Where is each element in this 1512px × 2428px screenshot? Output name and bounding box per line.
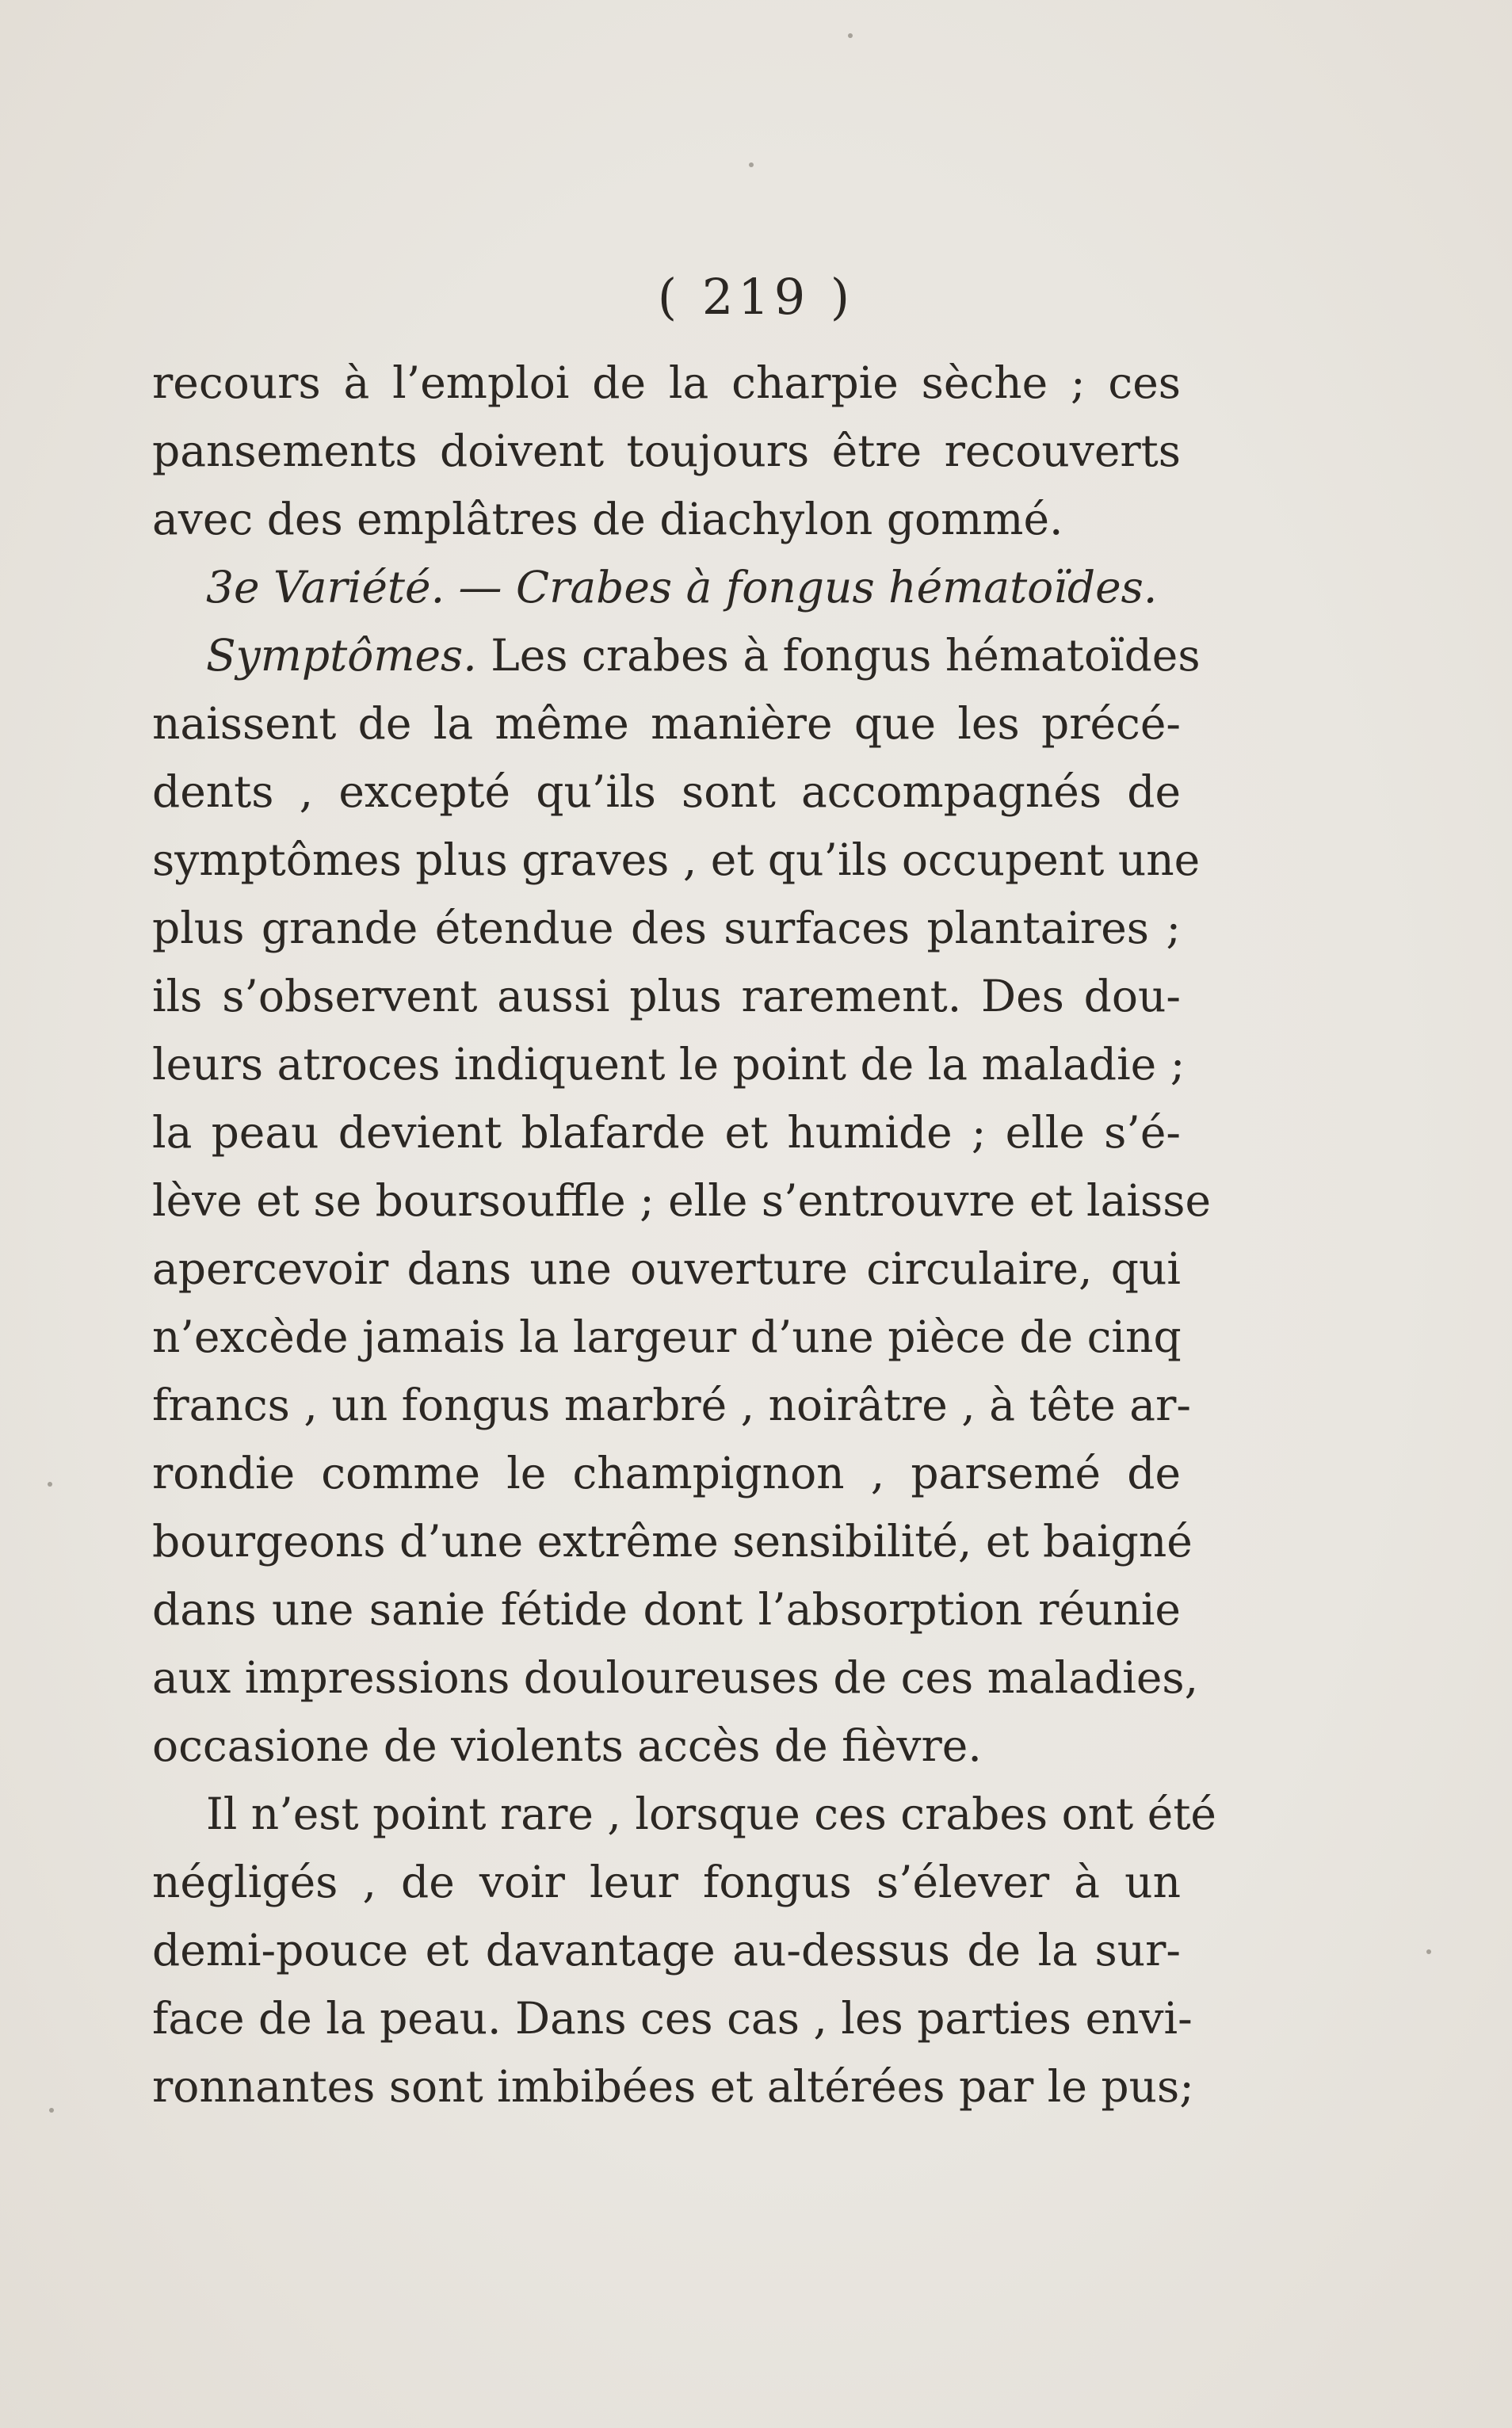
text-line: négligés , de voir leur fongus s’élever à un — [152, 1857, 1181, 1907]
text-line: la peau devient blafarde et humide ; elle s’é- — [152, 1107, 1181, 1158]
paper-speck — [848, 33, 853, 38]
text-line: dents , excepté qu’ils sont accompagnés de — [152, 766, 1181, 817]
text-line: naissent de la même manière que les précé- — [152, 698, 1181, 749]
text-line: Il n’est point rare , lorsque ces crabes ont été — [206, 1789, 1216, 1839]
paper-speck — [749, 162, 754, 167]
text-line: face de la peau. Dans ces cas , les parties envi- — [152, 1993, 1193, 2044]
text-line: symptômes plus graves , et qu’ils occupent une — [152, 834, 1201, 885]
paper-speck — [49, 2108, 54, 2113]
text-line: recours à l’emploi de la charpie sèche ; ces — [152, 357, 1181, 408]
page-number: ( 219 ) — [657, 268, 855, 326]
body-text — [152, 349, 1216, 2121]
text-line: apercevoir dans une ouverture circulaire, qui — [152, 1243, 1181, 1294]
text-line: demi-pouce et davantage au-dessus de la sur- — [152, 1925, 1181, 1976]
text-line: lève et se boursouffle ; elle s’entrouvre et laisse — [152, 1175, 1212, 1226]
text-line: aux impressions douloureuses de ces maladies, — [152, 1652, 1199, 1703]
paper-speck — [1426, 1949, 1431, 1954]
text-line: pansements doivent toujours être recouverts — [152, 426, 1181, 476]
text-line: rondie comme le champignon , parsemé de — [152, 1448, 1181, 1498]
text-line: leurs atroces indiquent le point de la maladie ; — [152, 1039, 1186, 1090]
text-line: occasione de violents accès de fièvre. — [152, 1720, 982, 1771]
text-line: ronnantes sont imbibées et altérées par le pus; — [152, 2061, 1194, 2112]
section-subheading: 3e Variété. — Crabes à fongus hématoïdes. — [206, 562, 1158, 613]
text-line: dans une sanie fétide dont l’absorption réunie — [152, 1584, 1181, 1635]
text-line: avec des emplâtres de diachylon gommé. — [152, 494, 1063, 544]
text-line: bourgeons d’une extrême sensibilité, et baigné — [152, 1516, 1193, 1567]
run-in-heading: Symptômes. — [206, 630, 477, 681]
paper-speck — [48, 1482, 52, 1487]
text-run: Les crabes à fongus hématoïdes — [476, 630, 1201, 681]
text-line — [152, 621, 1201, 689]
text-line: ils s’observent aussi plus rarement. Des dou- — [152, 971, 1181, 1021]
text-line: francs , un fongus marbré , noirâtre , à tête ar- — [152, 1380, 1191, 1430]
text-line: n’excède jamais la largeur d’une pièce de cinq — [152, 1311, 1182, 1362]
text-line: plus grande étendue des surfaces plantaires ; — [152, 903, 1181, 953]
